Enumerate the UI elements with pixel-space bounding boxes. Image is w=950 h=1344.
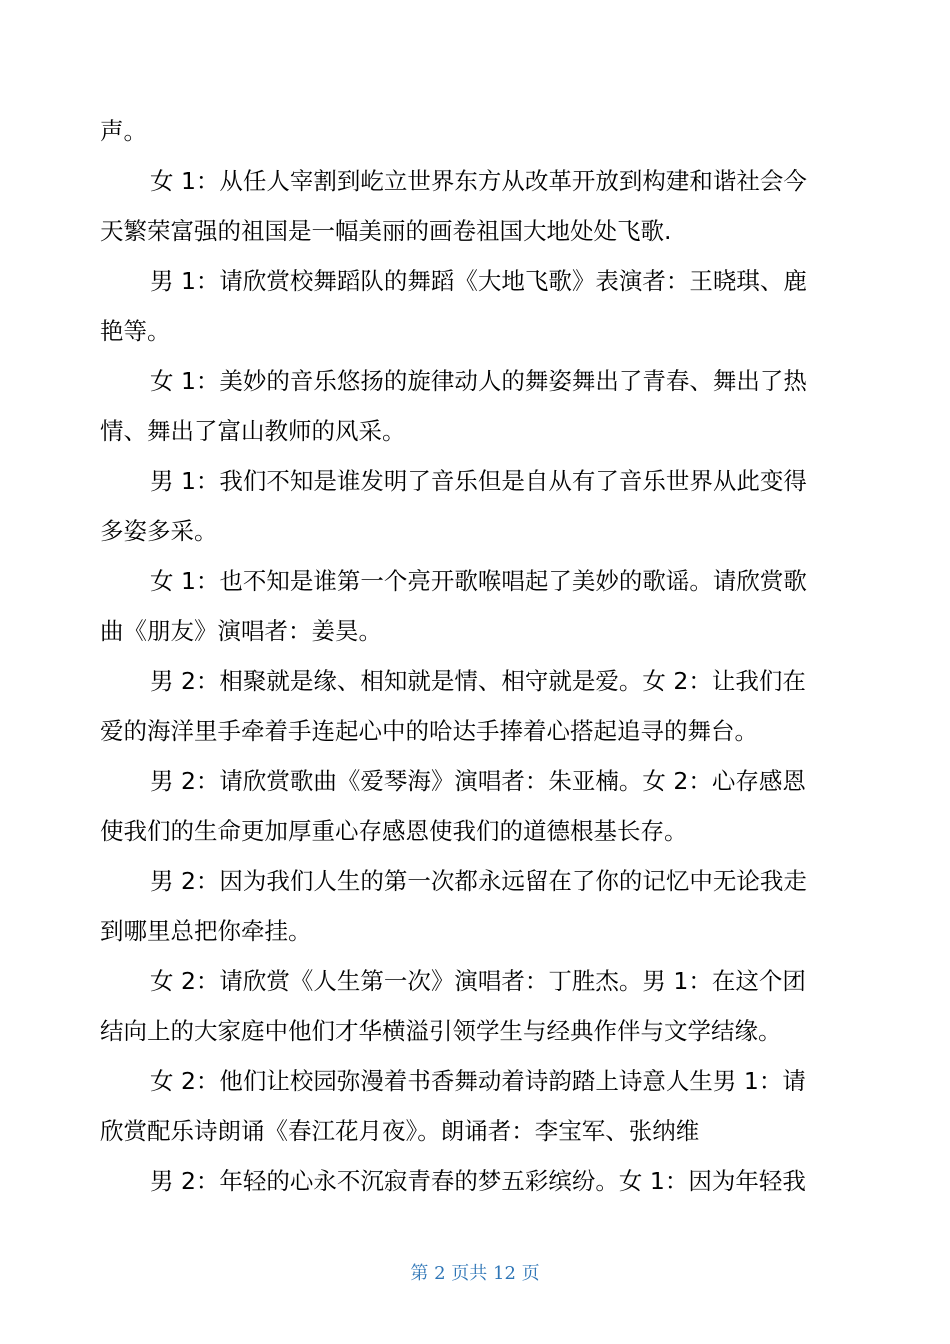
paragraph: 女 1：也不知是谁第一个亮开歌喉唱起了美妙的歌谣。请欣赏歌 曲《朋友》演唱者：姜昊。	[100, 567, 807, 645]
paragraph: 男 1：我们不知是谁发明了音乐但是自从有了音乐世界从此变得 多姿多采。	[100, 467, 807, 545]
document-body	[100, 106, 845, 1206]
paragraph: 声。	[100, 117, 147, 145]
paragraph: 男 2：因为我们人生的第一次都永远留在了你的记忆中无论我走 到哪里总把你牵挂。	[100, 867, 807, 945]
paragraph: 女 2：请欣赏《人生第一次》演唱者：丁胜杰。男 1：在这个团 结向上的大家庭中他们才华横溢引领学生与经典作伴与文学结缘。	[100, 967, 806, 1045]
paragraph: 女 1：从任人宰割到屹立世界东方从改革开放到构建和谐社会今 天繁荣富强的祖国是一幅美丽的画卷祖国大地处处飞歌.	[100, 167, 807, 245]
paragraph: 男 1：请欣赏校舞蹈队的舞蹈《大地飞歌》表演者：王晓琪、鹿 艳等。	[100, 267, 807, 345]
paragraph: 女 2：他们让校园弥漫着书香舞动着诗韵踏上诗意人生男 1：请 欣赏配乐诗朗诵《春江花月夜》。朗诵者：李宝军、张纳维	[100, 1067, 806, 1145]
paragraph: 男 2：年轻的心永不沉寂青春的梦五彩缤纷。女 1：因为年轻我	[150, 1167, 806, 1195]
paragraph: 男 2：请欣赏歌曲《爱琴海》演唱者：朱亚楠。女 2：心存感恩 使我们的生命更加厚重心存感恩使我们的道德根基长存。	[100, 767, 806, 845]
page-number-footer: 第 2 页共 12 页	[410, 1263, 540, 1284]
paragraph: 男 2：相聚就是缘、相知就是情、相守就是爱。女 2：让我们在 爱的海洋里手牵着手连起心中的哈达手捧着心搭起追寻的舞台。	[100, 667, 806, 745]
paragraph: 女 1：美妙的音乐悠扬的旋律动人的舞姿舞出了青春、舞出了热 情、舞出了富山教师的风采。	[100, 367, 807, 445]
